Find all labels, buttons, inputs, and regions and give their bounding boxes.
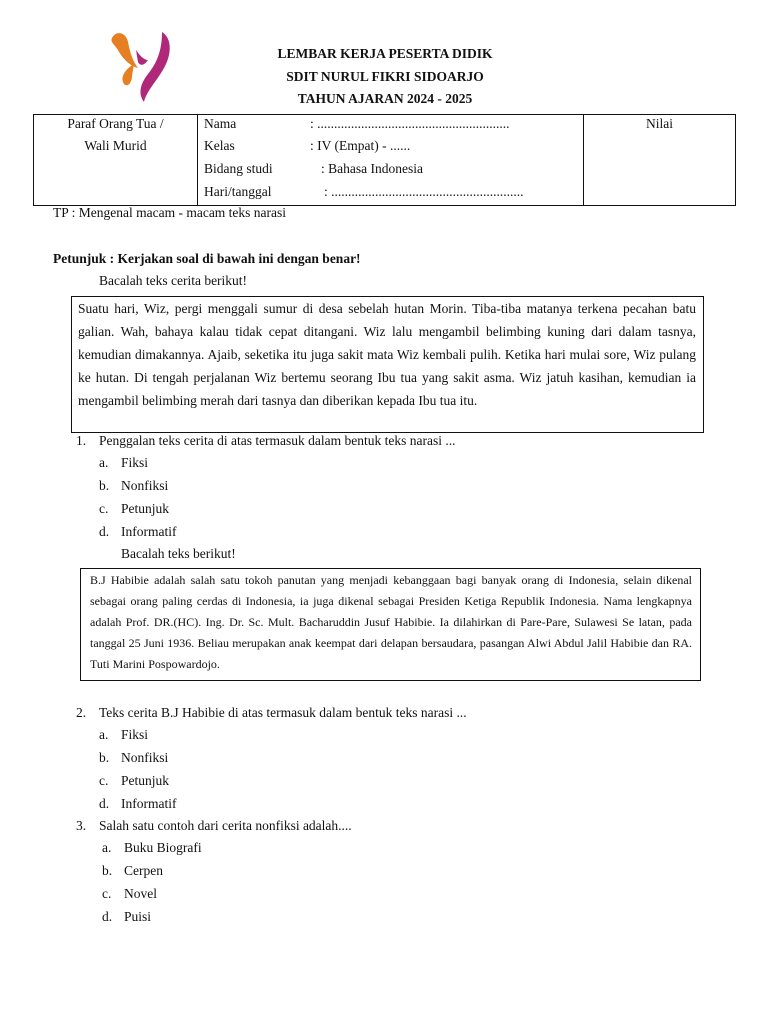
nilai-cell <box>584 115 735 205</box>
question-2-text: Teks cerita B.J Habibie di atas termasuk dalam bentuk teks narasi ... <box>99 705 467 720</box>
read-prompt-2: Bacalah teks berikut! <box>121 546 236 561</box>
q1-option-c[interactable]: Petunjuk <box>121 501 170 516</box>
hari-tanggal-label: Hari/tanggal <box>204 184 272 199</box>
q3-option-c[interactable]: Novel <box>124 886 157 901</box>
question-2-number: 2. <box>76 705 87 720</box>
story-text-1: Suatu hari, Wiz, pergi menggali sumur di desa sebelah hutan Morin. Tiba-tiba matanya terkena pecahan batu galian. Wah, bahaya kalau tidak cepat ditangani. Wiz lalu mengambil belimbing kuning dari dalam tasnya, kemudian dimakannya. Ajaib, seketika itu juga sakit mata Wiz kembali pulih. Ketika hari mulai sore, Wiz pulang ke hutan. Di tengah perjalanan Wiz bertemu seorang Ibu tua yang sakit asma. Wiz jatuh kasihan, kemudian ia mengambil belimbing merah dari tasnya dan diberikan kepada Ibu tua itu. <box>78 301 696 408</box>
question-3-number: 3. <box>76 818 87 833</box>
q2-option-b[interactable]: Nonfiksi <box>121 750 169 765</box>
nilai-label: Nilai <box>646 116 673 131</box>
q1-option-a[interactable]: Fiksi <box>121 455 149 470</box>
q1-option-b[interactable]: Nonfiksi <box>121 478 169 493</box>
identity-table <box>33 114 736 206</box>
q3-option-d[interactable]: Puisi <box>124 909 152 924</box>
q1-option-d[interactable]: Informatif <box>121 524 177 539</box>
q1-option-d-letter: d. <box>99 524 110 539</box>
learning-objective: TP : Mengenal macam - macam teks narasi <box>53 205 287 220</box>
bidang-studi-value: : Bahasa Indonesia <box>321 161 423 176</box>
nama-field[interactable]: : ......................................................... <box>310 116 510 131</box>
story-box-2 <box>80 568 701 681</box>
nama-label: Nama <box>204 116 237 131</box>
story-box-1 <box>71 296 704 433</box>
q2-option-c[interactable]: Petunjuk <box>121 773 170 788</box>
q2-option-d[interactable]: Informatif <box>121 796 177 811</box>
q3-option-b[interactable]: Cerpen <box>124 863 163 878</box>
q1-option-a-letter: a. <box>99 455 109 470</box>
q3-option-d-letter: d. <box>102 909 113 924</box>
read-prompt-1: Bacalah teks cerita berikut! <box>99 273 248 288</box>
q2-option-a-letter: a. <box>99 727 109 742</box>
kelas-field[interactable]: : IV (Empat) - ...... <box>310 138 411 153</box>
kelas-label: Kelas <box>204 138 235 153</box>
instruction: Petunjuk : Kerjakan soal di bawah ini dengan benar! <box>53 251 361 266</box>
bidang-studi-label: Bidang studi <box>204 161 273 176</box>
header-school: SDIT NURUL FIKRI SIDOARJO <box>286 69 484 84</box>
q1-option-b-letter: b. <box>99 478 110 493</box>
q2-option-a[interactable]: Fiksi <box>121 727 149 742</box>
parent-signature-cell <box>34 115 198 205</box>
header-year: TAHUN AJARAN 2024 - 2025 <box>297 91 473 106</box>
q2-option-b-letter: b. <box>99 750 110 765</box>
q3-option-b-letter: b. <box>102 863 113 878</box>
question-1-text: Penggalan teks cerita di atas termasuk dalam bentuk teks narasi ... <box>99 433 456 448</box>
q3-option-a-letter: a. <box>102 840 112 855</box>
q3-option-c-letter: c. <box>102 886 112 901</box>
parent-sign-label-2: Wali Murid <box>84 138 147 153</box>
parent-sign-label: Paraf Orang Tua / <box>67 116 164 131</box>
school-logo-icon <box>106 30 174 102</box>
header-title: LEMBAR KERJA PESERTA DIDIK <box>277 46 493 61</box>
question-1-number: 1. <box>76 433 87 448</box>
question-3-text: Salah satu contoh dari cerita nonfiksi adalah.... <box>99 818 352 833</box>
q1-option-c-letter: c. <box>99 501 109 516</box>
q2-option-d-letter: d. <box>99 796 110 811</box>
hari-tanggal-field[interactable]: : ......................................................... <box>324 184 524 199</box>
q3-option-a[interactable]: Buku Biografi <box>124 840 202 855</box>
q2-option-c-letter: c. <box>99 773 109 788</box>
student-info-cell <box>198 115 584 205</box>
story-text-2: B.J Habibie adalah salah satu tokoh panutan yang menjadi kebanggaan bagi banyak orang di Indonesia, selain dikenal sebagai orang paling cerdas di Indonesia, ia juga dikenal sebagai Presiden Ketiga Republik Indonesia. Nama lengkapnya adalah Prof. DR.(HC). Ing. Dr. Sc. Mult. Bacharuddin Jusuf Habibie. Ia dilahirkan di Pare-Pare, Sulawesi Se latan, pada tanggal 25 Juni 1936. Beliau merupakan anak keempat dari delapan bersaudara, pasangan Alwi Abdul Jalil Habibie dan RA. Tuti Marini Pospowardojo. <box>90 573 692 671</box>
